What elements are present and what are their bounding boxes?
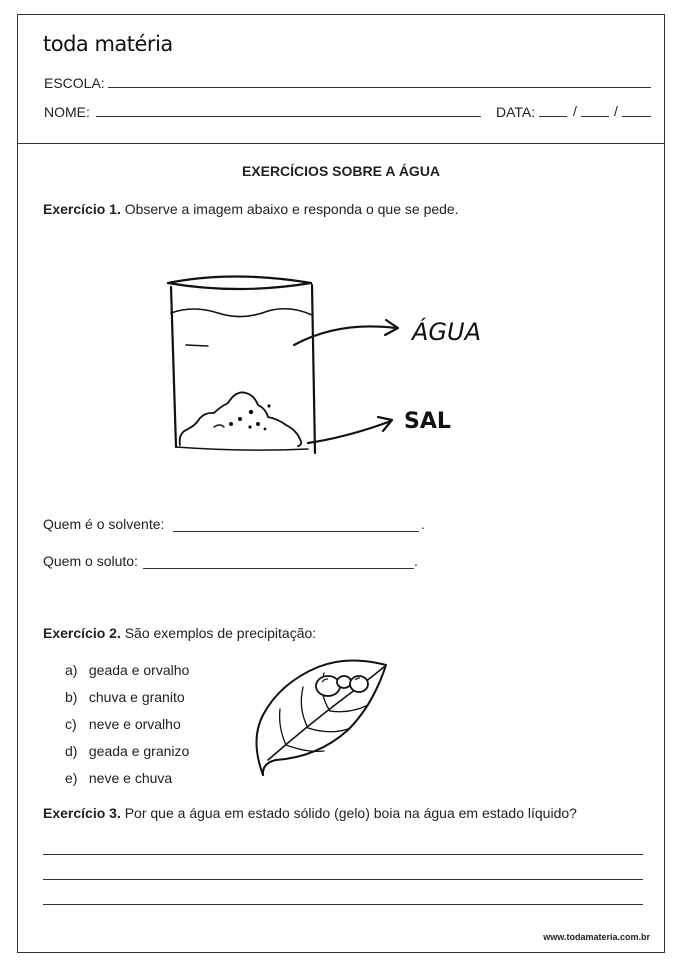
option-letter: d)	[65, 743, 78, 759]
salt-label: SAL	[404, 409, 451, 434]
page-title: EXERCÍCIOS SOBRE A ÁGUA	[241, 163, 441, 179]
option-text: geada e orvalho	[88, 662, 190, 678]
worksheet	[17, 14, 665, 953]
logo: toda matéria	[43, 32, 173, 56]
solvent-period: .	[421, 516, 425, 532]
exercise-2-label: Exercício 2.	[43, 625, 121, 641]
solute-question: Quem o soluto:	[43, 553, 138, 569]
option-letter: e)	[65, 770, 78, 786]
leaf-vein	[330, 705, 368, 712]
option-letter: b)	[65, 689, 78, 705]
solute-period: .	[414, 553, 418, 569]
answer-line[interactable]	[43, 904, 643, 905]
exercise-3-prompt	[43, 805, 577, 821]
option-letter: c)	[65, 716, 77, 732]
option-text: neve e chuva	[88, 770, 173, 786]
school-label: ESCOLA:	[44, 75, 105, 91]
water-label: ÁGUA	[412, 318, 481, 346]
date-separator: /	[614, 103, 618, 119]
dew-drop-icon	[337, 676, 351, 688]
solvent-question: Quem é o solvente:	[43, 516, 165, 532]
answer-line[interactable]	[43, 854, 643, 855]
date-label: DATA:	[496, 104, 536, 120]
leaf-vein	[280, 709, 286, 745]
website-url: www.todamateria.com.br	[543, 932, 650, 942]
leaf-stem	[263, 760, 276, 775]
option-letter: a)	[65, 662, 78, 678]
answer-line[interactable]	[43, 879, 643, 880]
leaf-vein	[301, 687, 308, 728]
exercise-3-label: Exercício 3.	[43, 805, 121, 821]
option-text: chuva e granito	[88, 689, 185, 705]
exercise-1-text: Observe a imagem abaixo e responda o que se pede.	[124, 201, 459, 217]
name-label: NOME:	[44, 104, 90, 120]
exercise-2-text: São exemplos de precipitação:	[124, 625, 317, 641]
exercise-3-text: Por que a água em estado sólido (gelo) boia na água em estado líquido?	[124, 805, 577, 821]
leaf-vein	[308, 728, 348, 732]
date-separator: /	[573, 103, 577, 119]
option-text: geada e granizo	[88, 743, 190, 759]
exercise-1-label: Exercício 1.	[43, 201, 121, 217]
option-text: neve e orvalho	[88, 716, 181, 732]
